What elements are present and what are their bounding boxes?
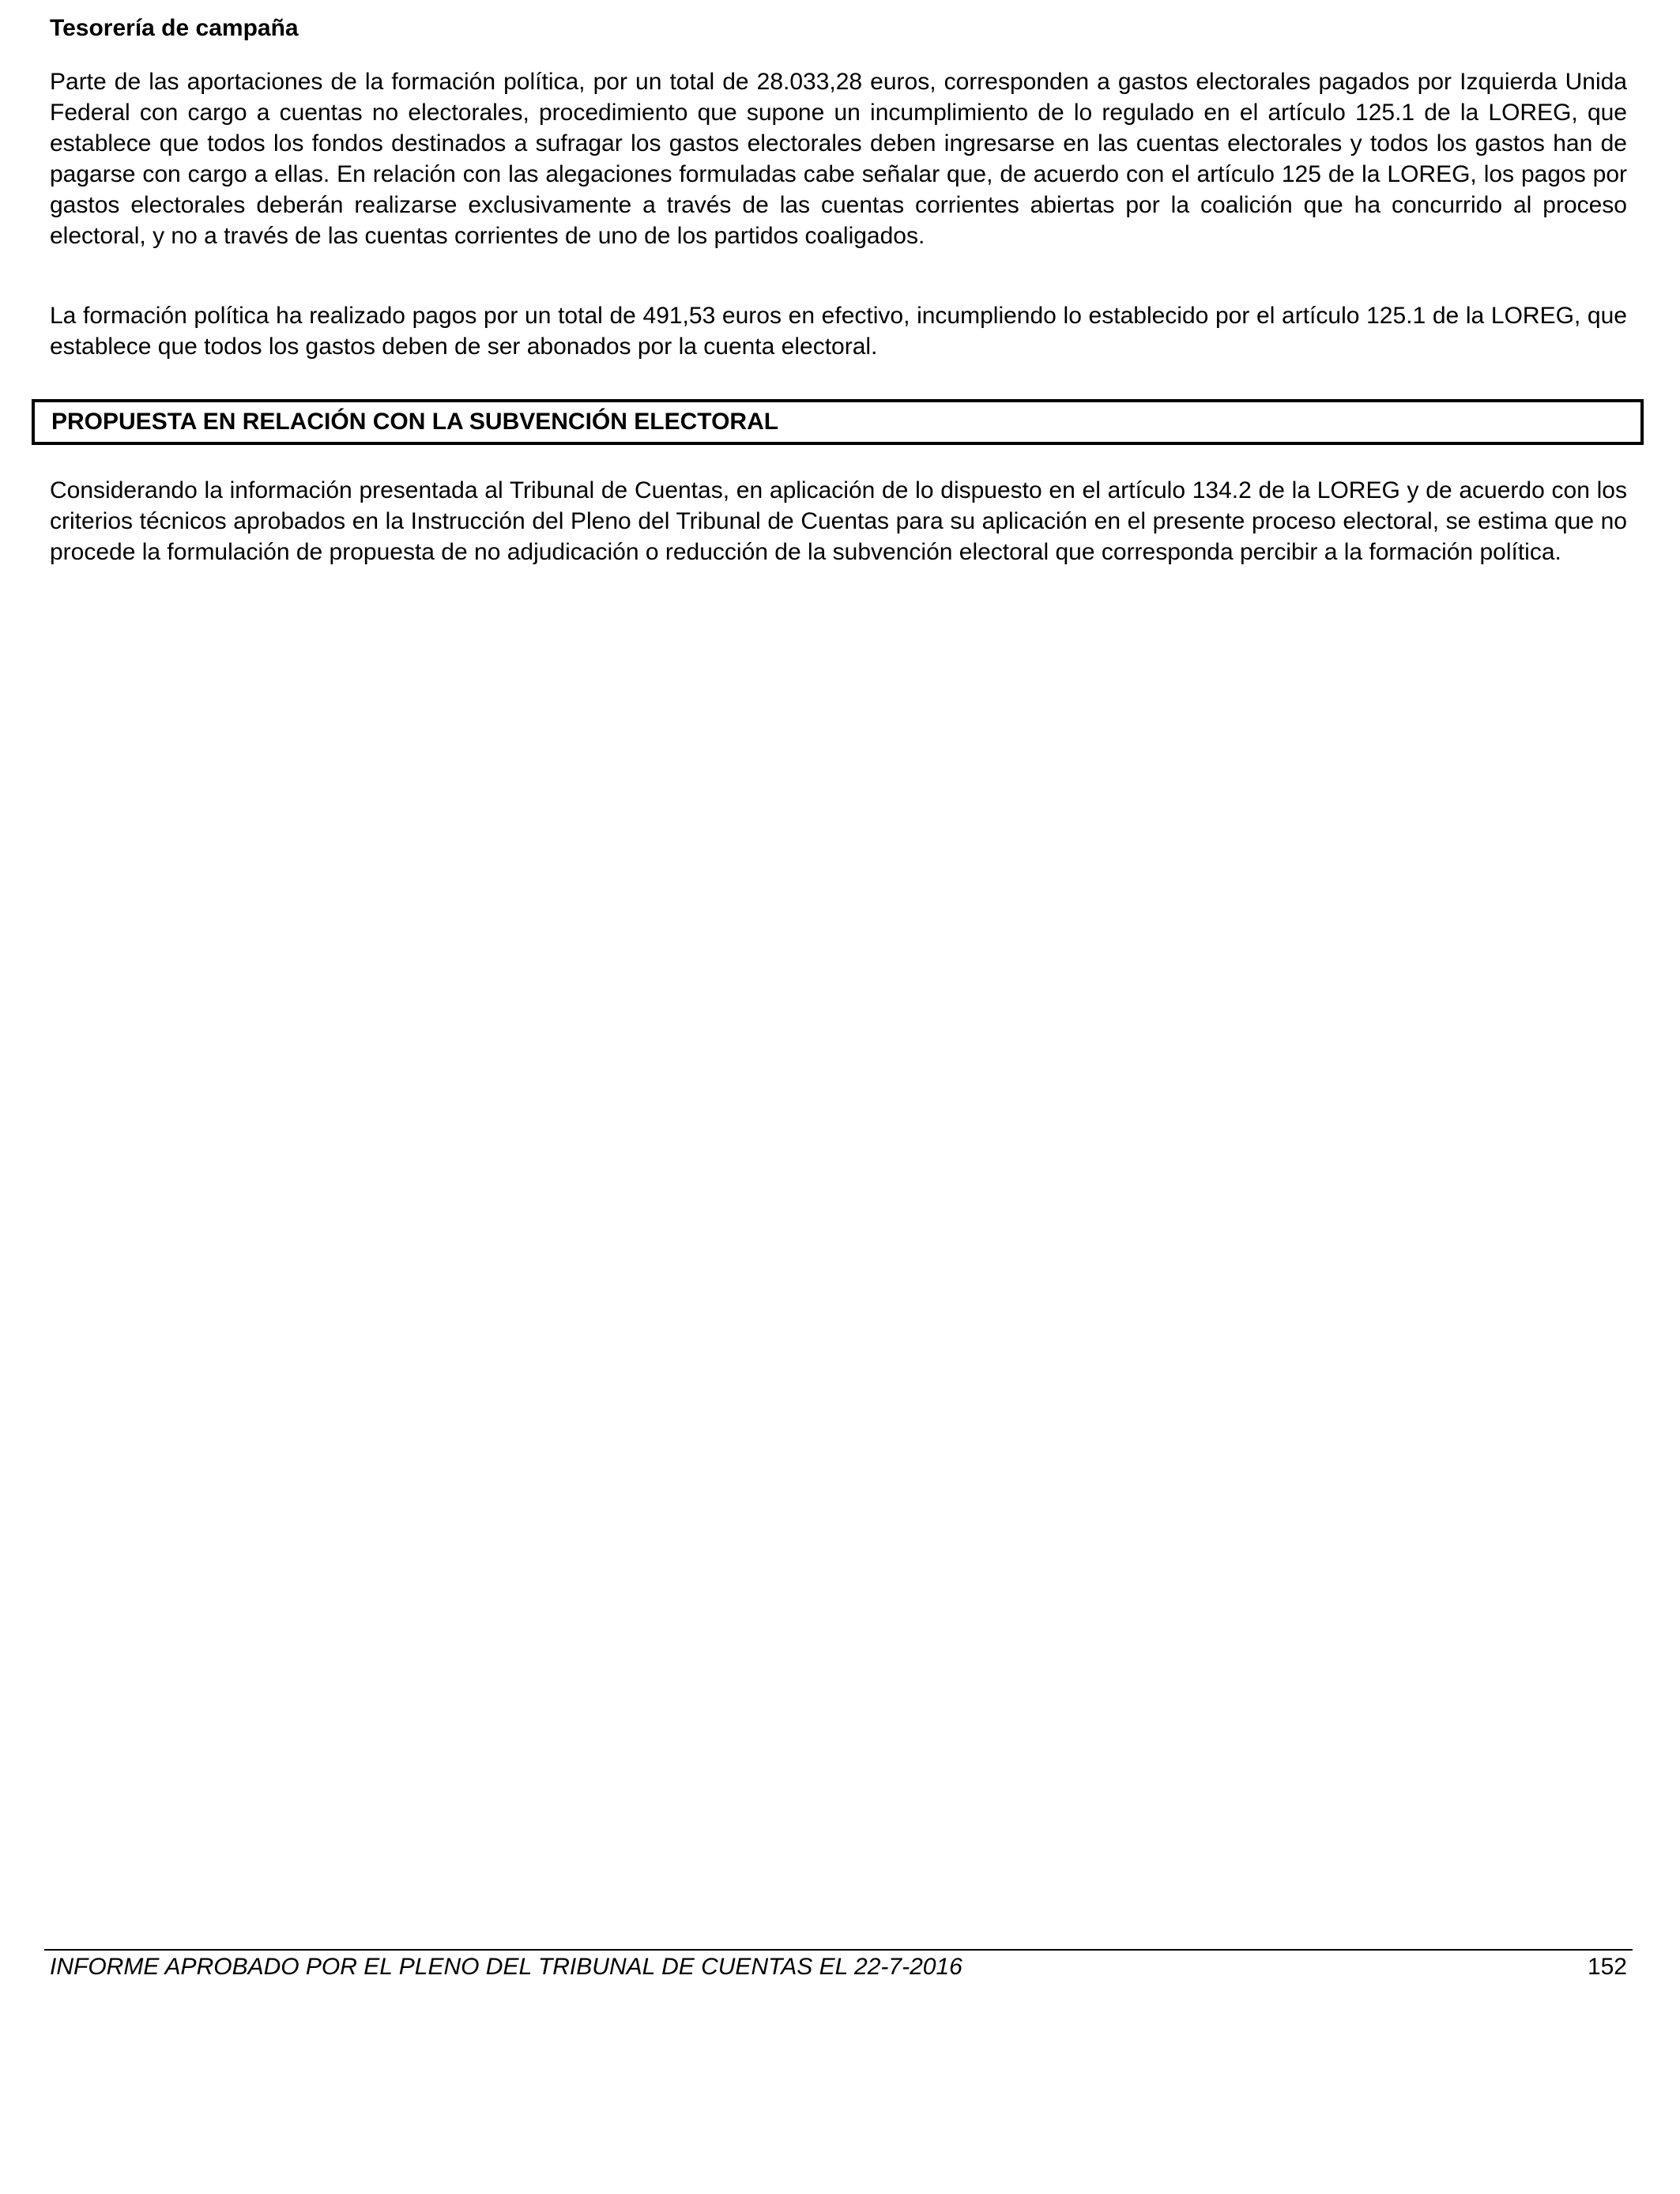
proposal-paragraph: Considerando la información presentada al Tribunal de Cuentas, en aplicación de lo dispuesto en el artículo 134.2 de la LOREG y de acuerdo con los criterios técnicos aprobados en la Instrucción del Pleno del Tribunal de Cuentas para su aplicación en el presente proceso electoral, se estima que no procede la formulación de propuesta de no adjudicación o reducción de la subvención electoral que corresponda percibir a la formación política. — [50, 477, 1627, 565]
footer-report-title: INFORME APROBADO POR EL PLENO DEL TRIBUNAL DE CUENTAS EL 22-7-2016 — [50, 1954, 962, 1980]
page-number: 152 — [1587, 1954, 1627, 1980]
proposal-heading: PROPUESTA EN RELACIÓN CON LA SUBVENCIÓN ELECTORAL — [51, 409, 779, 435]
footer-divider — [44, 1949, 1633, 1951]
proposal-heading-box — [32, 399, 1644, 445]
treasury-paragraph-2: La formación política ha realizado pagos por un total de 491,53 euros en efectivo, incumpliendo lo establecido por el artículo 125.1 de la LOREG, que establece que todos los gastos deben de ser abonados por la cuenta electoral. — [50, 303, 1627, 360]
treasury-paragraph-1: Parte de las aportaciones de la formación política, por un total de 28.033,28 euros, corresponden a gastos electorales pagados por Izquierda Unida Federal con cargo a cuentas no electorales, procedimiento que supone un incumplimiento de lo regulado en el artículo 125.1 de la LOREG, que establece que todos los fondos destinados a sufragar los gastos electorales deben ingresarse en las cuentas electorales y todos los gastos han de pagarse con cargo a ellas. En relación con las alegaciones formuladas cabe señalar que, de acuerdo con el artículo 125 de la LOREG, los pagos por gastos electorales deberán realizarse exclusivamente a través de las cuentas corrientes abiertas por la coalición que ha concurrido al proceso electoral, y no a través de las cuentas corrientes de uno de los partidos coaligados. — [50, 69, 1627, 249]
section-heading-treasury: Tesorería de campaña — [50, 15, 299, 41]
